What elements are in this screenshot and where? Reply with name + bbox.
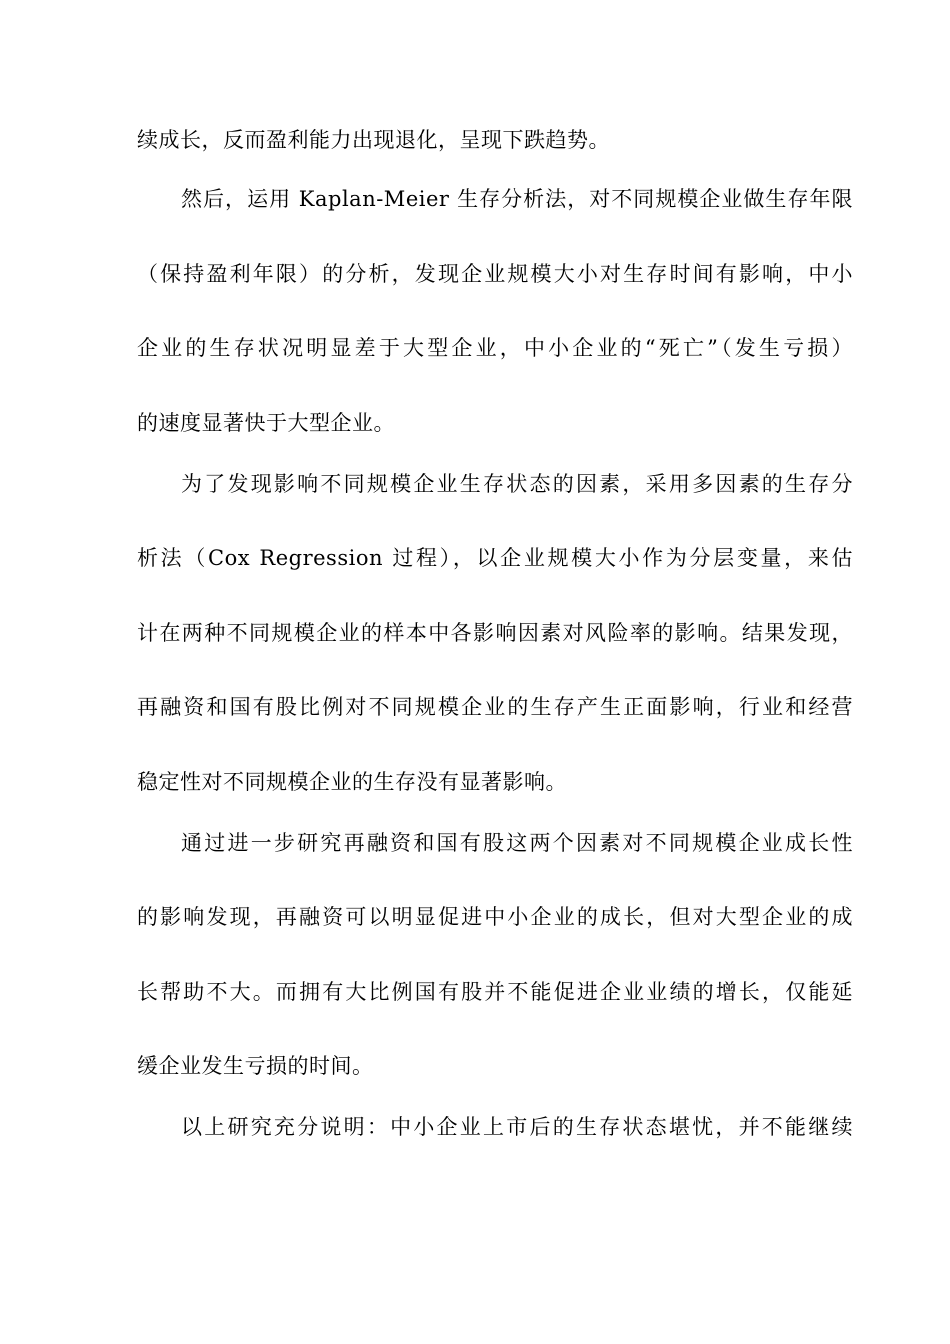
text-line-13: 长帮助不大。而拥有大比例国有股并不能促进企业业绩的增长，仅能延: [137, 979, 853, 1004]
text-line-8: 计在两种不同规模企业的样本中各影响因素对风险率的影响。结果发现，: [137, 620, 853, 645]
text-line-12: 的影响发现，再融资可以明显促进中小企业的成长，但对大型企业的成: [137, 905, 853, 930]
text-line-15: 以上研究充分说明：中小企业上市后的生存状态堪忧，并不能继续: [181, 1115, 853, 1140]
text-line-6: 为了发现影响不同规模企业生存状态的因素，采用多因素的生存分: [181, 471, 853, 496]
text-line-9: 再融资和国有股比例对不同规模企业的生存产生正面影响，行业和经营: [137, 695, 853, 720]
text-line-5: 的速度显著快于大型企业。: [137, 410, 395, 435]
text-line-3: （保持盈利年限）的分析，发现企业规模大小对生存时间有影响，中小: [137, 261, 853, 286]
text-line-1: 续成长，反而盈利能力出现退化，呈现下跌趋势。: [137, 128, 610, 152]
body-text: [137, 122, 853, 1146]
text-line-14: 缓企业发生亏损的时间。: [137, 1054, 374, 1079]
text-line-4: 企业的生存状况明显差于大型企业，中小企业的“死亡”（发生亏损）: [137, 336, 853, 361]
text-line-7: 析法（Cox Regression 过程），以企业规模大小作为分层变量，来估: [137, 546, 853, 571]
text-line-2: 然后，运用 Kaplan-Meier 生存分析法，对不同规模企业做生存年限: [181, 187, 853, 212]
text-line-10: 稳定性对不同规模企业的生存没有显著影响。: [137, 769, 567, 794]
text-line-11: 通过进一步研究再融资和国有股这两个因素对不同规模企业成长性: [181, 830, 853, 855]
